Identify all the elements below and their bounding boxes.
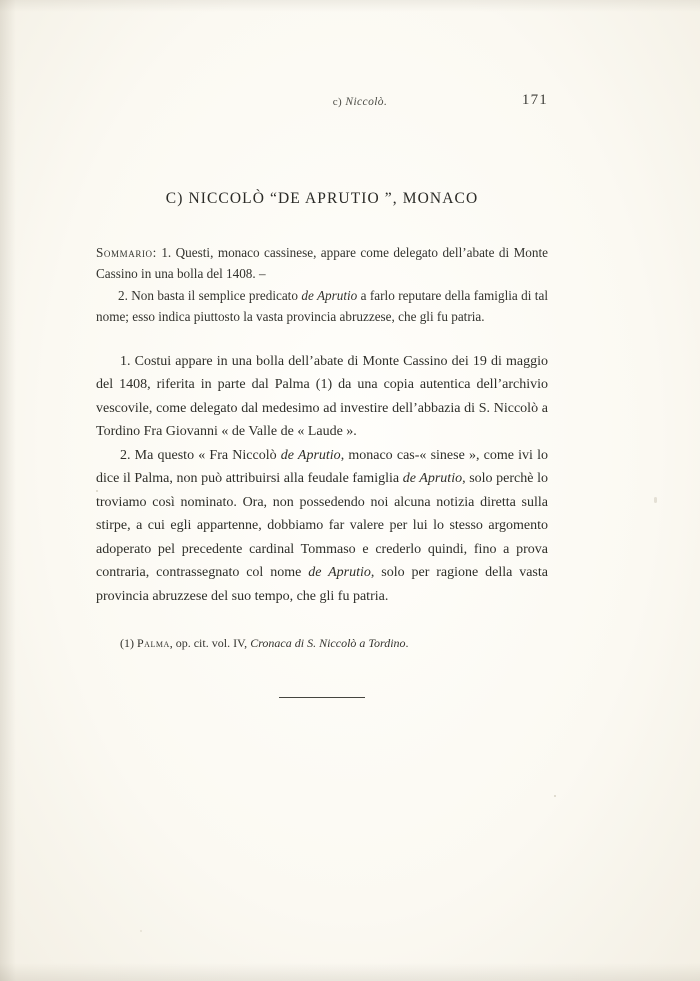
paragraph-2-seg-7: , solo per ragione della vasta provincia abruzzese del suo tempo, che gli fu patria.: [96, 565, 548, 604]
footnote-work-title: Cronaca di S. Niccolò a Tordino: [250, 636, 406, 651]
summary-line-2-italic: de Aprutio: [301, 287, 358, 303]
page-content: [96, 190, 548, 698]
running-head-prefix: c): [332, 96, 343, 108]
paragraph-2-seg-1: Ma questo « Fra Niccolò: [130, 447, 281, 463]
page-title: C) NICCOLÒ “DE APRUTIO ”, MONACO: [165, 190, 479, 207]
page-edge-shadow-left: [0, 0, 16, 981]
paragraph-2-seg-6-italic: de Aprutio: [308, 565, 371, 581]
scan-speckle: [554, 795, 556, 797]
running-head-title: Niccolò.: [345, 96, 388, 108]
paragraph-2-seg-4-italic: de Aprutio: [402, 471, 463, 487]
summary-label: Sommario:: [96, 245, 157, 260]
summary-line-1: 1. Questi, monaco cassinese, appare come delegato dell’abate di Monte Cassino in una bolla del 1408. –: [96, 245, 548, 282]
summary-line-2-pre: 2. Non basta il semplice predicato: [118, 287, 302, 303]
footnote-mid: , op. cit. vol. IV,: [169, 636, 251, 651]
summary-line-2: [96, 285, 548, 328]
summary-block: [96, 242, 548, 328]
page-edge-shadow-bottom: [0, 963, 700, 981]
paragraph-2-seg-3: , monaco cas-« sinese », come ivi lo dice il Palma, non può attribuirsi alla feudale famiglia: [96, 447, 548, 487]
scan-speckle: [654, 497, 657, 503]
page-number: 171: [521, 92, 548, 108]
paragraph-1-text: Costui appare in una bolla dell’abate di Monte Cassino dei 19 di maggio del 1408, riferita in parte dal Palma (1) da una copia autentica dell’archivio vescovile, come delegato dal medesimo ad investire dell’abbazia di S. Niccolò a Tordino Fra Giovanni « de Valle de « Laude ».: [96, 353, 548, 440]
footnote-marker: (1): [120, 636, 137, 651]
section-divider: [279, 697, 365, 698]
paragraph-1: [96, 350, 548, 444]
paragraph-2-number: 2.: [120, 447, 131, 463]
paragraph-2-seg-5: , solo perchè lo troviamo così nominato. Ora, non possedendo noi alcuna notizia diretta sulla stirpe, a cui egli appartenne, dobbiamo far valere per lui lo stesso argomento adoperato pel precedente cardinal Tommaso e crederlo quindi, fino a prova contraria, contrassegnato col nome: [96, 471, 549, 581]
summary-line-2-post: a farlo reputare della famiglia di tal nome; esso indica piuttosto la vasta provincia abruzzese, che gli fu patria.: [96, 287, 548, 325]
footnote-author: Palma: [137, 636, 170, 651]
paragraph-1-number: 1.: [120, 353, 131, 369]
paragraph-2: [96, 444, 548, 609]
footnote: [96, 634, 548, 653]
page-edge-shadow-top: [0, 0, 700, 12]
footnote-end: .: [405, 636, 409, 651]
paragraph-2-seg-2-italic: de Aprutio: [280, 447, 341, 463]
running-head: [160, 96, 560, 108]
scan-speckle: [140, 930, 142, 932]
